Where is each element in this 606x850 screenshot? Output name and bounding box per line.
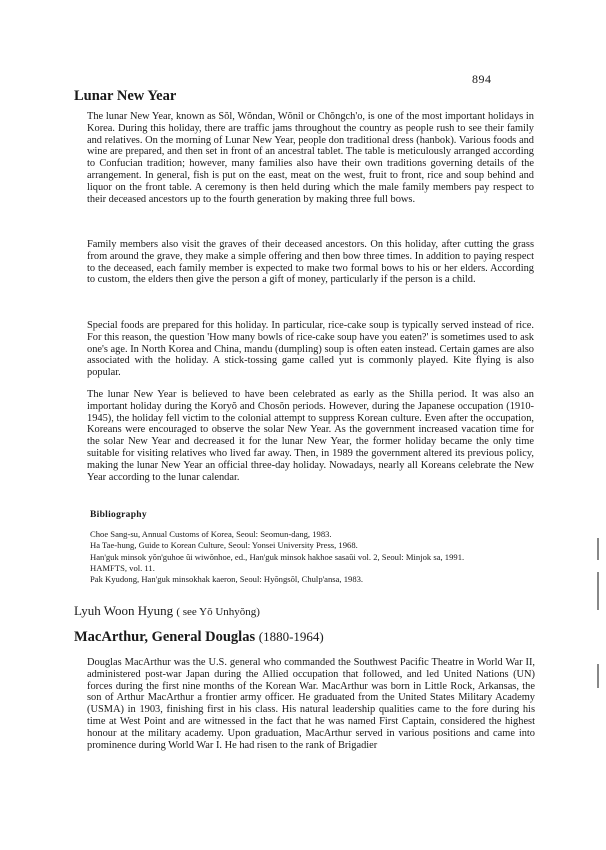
entry-title-lunar-new-year: Lunar New Year bbox=[74, 88, 177, 104]
bibliography-heading: Bibliography bbox=[90, 510, 147, 520]
entry-title-text: MacArthur, General Douglas bbox=[74, 629, 256, 645]
scan-margin-mark bbox=[597, 664, 599, 688]
entry-title-macarthur bbox=[74, 629, 324, 646]
cross-reference-entry bbox=[74, 603, 260, 619]
page-number: 894 bbox=[472, 72, 492, 86]
scan-margin-mark bbox=[597, 538, 599, 560]
scan-margin-mark bbox=[597, 572, 599, 610]
bibliography-item: HAMFTS, vol. 11. bbox=[90, 562, 155, 573]
entry-paragraph-2: Family members also visit the graves of their deceased ancestors. On this holiday, after cutting the grass from around the grave, they make a simple offering and then bow three times. In addition to paying respect to the deceased, each family member is expected to make two formal bows to his or her elders. According to custom, the elders then give the person a gift of money, particularly if the person is a child. bbox=[87, 239, 534, 286]
entry-dates: (1880-1964) bbox=[258, 629, 324, 644]
bibliography-item: Ha Tae-hung, Guide to Korean Culture, Seoul: Yonsei University Press, 1968. bbox=[90, 540, 358, 551]
cross-reference-see: ( see Yŏ Unhyŏng) bbox=[176, 606, 260, 618]
bibliography-item: Choe Sang-su, Annual Customs of Korea, Seoul: Seomun-dang, 1983. bbox=[90, 529, 332, 539]
bibliography-item: Han'guk minsok yŏn'guhoe ŭi wiwŏnhoe, ed., Han'guk minsok hakhoe sasaŭi vol. 2, Seoul: Minjok sa, 1991. bbox=[90, 551, 465, 562]
bibliography-list bbox=[90, 529, 535, 585]
entry-paragraph-macarthur: Douglas MacArthur was the U.S. general who commanded the Southwest Pacific Theatre in World War II, administered post-war Japan during the Allied occupation that followed, and led United Nations (UN) forces during the first nine months of the Korean War. MacArthur was born in Little Rock, Arkansas, the son of Arthur MacArthur a frontier army officer. He graduated from the United States Military Academy (USMA) in 1903, finishing first in his class. His natural leadership qualities came to the fore during his time at West Point and are witnessed in the fact that he was named First Captain, considered the highest honour at the military academy. Upon graduation, MacArthur served in various positions and came into prominence during World War I. He had risen to the rank of Brigadier bbox=[87, 657, 535, 751]
entry-paragraph-1: The lunar New Year, known as Sŏl, Wŏndan, Wŏnil or Chŏngch'o, is one of the most important holidays in Korea. During this holiday, there are traffic jams throughout the country as people rush to see their family and relatives. On the morning of Lunar New Year, people don traditional dress (hanbok). Various foods and wine are prepared, and then set in front of an ancestral tablet. The table is meticulously arranged according to Confucian tradition; however, many families also have their own traditions governing details of the arrangement. In general, fish is put on the east, meat on the west, fruit to front, rice and soup behind and liquor on the front table. A ceremony is then held during which the male family members pay respect to their deceased ancestors up to the fourth generation by making three full bows. bbox=[87, 111, 534, 205]
cross-reference-title: Lyuh Woon Hyung bbox=[74, 603, 174, 618]
entry-paragraph-3: Special foods are prepared for this holiday. In particular, rice-cake soup is typically served instead of rice. For this reason, the question 'How many bowls of rice-cake soup have you eaten?' is sometimes used to ask one's age. In North Korea and China, mandu (dumpling) soup is often eaten instead. Certain games are also associated with the holiday. A stick-tossing game called yut is commonly played. Kite flying is also popular. bbox=[87, 320, 534, 379]
entry-paragraph-4: The lunar New Year is believed to have been celebrated as early as the Shilla period. It was also an important holiday during the Koryŏ and Chosŏn periods. However, during the Japanese occupation (1910-1945), the holiday fell victim to the colonial attempt to suppress Korean culture. Even after the occupation, Koreans were encouraged to observe the solar New Year. As the government increased vacation time for the solar New Year and decreased it for the lunar New Year, the former holiday became the only time suitable for visiting relatives who lived far away. Then, in 1989 the government altered its previous policy, making the lunar New Year an official three-day holiday. Nowadays, nearly all Koreans celebrate the New Year according to the lunar calendar. bbox=[87, 389, 534, 483]
bibliography-item: Pak Kyudong, Han'guk minsokhak kaeron, Seoul: Hyŏngsŏl, Chulp'ansa, 1983. bbox=[90, 574, 364, 585]
